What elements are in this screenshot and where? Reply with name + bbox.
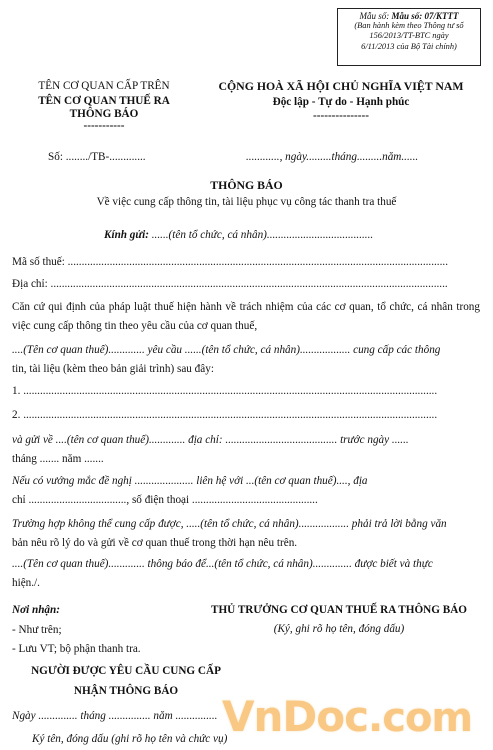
signer-title: THỦ TRƯỞNG CƠ QUAN THUẾ RA THÔNG BÁO [210,604,467,616]
request-line-2: tin, tài liệu (kèm theo bản giải trình) sau đây: [12,363,214,375]
watermark-suffix: .com [368,695,473,741]
refusal-line-2: bản nêu rõ lý do và gửi về cơ quan thuế trong thời hạn nêu trên. [12,537,298,549]
tax-agency-line-1: TÊN CƠ QUAN THUẾ RA [38,95,170,107]
closing-line-1: ....(Tên cơ quan thuế)............. thông báo để...(tên tổ chức, cá nhân).............. được biết và thực [12,558,433,570]
signer-note: (Ký, ghi rõ họ tên, đóng dấu) [273,623,405,635]
receiver-sign-note: Ký tên, đóng dấu (ghi rõ họ tên và chức vụ) [32,733,228,745]
form-note-line-3: 6/11/2013 của Bộ Tài chính) [361,41,457,51]
document-subject: Về việc cung cấp thông tin, tài liệu phục vụ công tác thanh tra thuế [96,196,397,208]
recipient-item-1: - Như trên; [12,624,62,636]
address-field: Địa chỉ: .............................................................................................................................................. [12,278,448,290]
form-code-text: Mẫu số: 07/KTTT [391,11,459,21]
recipients-label: Nơi nhận: [12,604,60,616]
tax-code-field: Mã số thuế: ........................................................................................................................................ [12,256,448,268]
submit-line-1: và gửi về ....(tên cơ quan thuế)............. địa chỉ: ........................................ trước ngày ...... [12,434,409,446]
submit-line-2: tháng ....... năm ....... [12,453,104,465]
receiver-title-line-1: NGƯỜI ĐƯỢC YÊU CẦU CUNG CẤP [31,665,221,677]
nation-name: CỘNG HOÀ XÃ HỘI CHỦ NGHĨA VIỆT NAM [218,79,464,93]
document-number: Số: ......../TB-............. [48,151,146,163]
closing-line-2: hiện./. [12,577,40,589]
recipient-item-2: - Lưu VT; bộ phận thanh tra. [12,643,141,655]
place-date: ............, ngày.........tháng.........năm...... [246,151,419,163]
request-item-2: 2. .................................................................................................................................................... [12,409,438,421]
tax-agency-line-2: THÔNG BÁO [69,108,139,120]
greeting-recipient: ......(tên tổ chức, cá nhân)...................................... [148,229,374,241]
form-note-line-2: 156/2013/TT-BTC ngày [369,31,449,41]
watermark-text: VnDoc [222,692,369,741]
left-header-rule: ----------- [83,120,125,132]
request-item-1: 1. .................................................................................................................................................... [12,385,438,397]
contact-line-2: chỉ ..................................., số điện thoại ............................................. [12,494,318,506]
greeting-line [104,228,373,242]
vndoc-watermark-logo [222,692,484,742]
form-note-line-1: (Ban hành kèm theo Thông tư số [354,21,464,31]
form-number-box [337,8,481,66]
document-title: THÔNG BÁO [210,178,283,192]
national-motto: Độc lập - Tự do - Hạnh phúc [272,96,410,108]
greeting-label: Kính gửi: [104,229,149,241]
right-header-rule: --------------- [313,110,369,122]
legal-basis-paragraph: Căn cứ qui định của pháp luật thuế hiện hành về trách nhiệm của các cơ quan, tổ chức, cá nhân trong việc cung cấp thông tin theo yêu cầu của cơ quan thuế, [12,301,480,332]
request-line-1: ....(Tên cơ quan thuế)............. yêu cầu ......(tên tổ chức, cá nhân).................. cung cấp các thông [12,344,441,356]
refusal-line-1: Trường hợp không thể cung cấp được, .....(tên tổ chức, cá nhân).................. phải trả lời bằng văn [12,518,447,530]
receiver-title-line-2: NHẬN THÔNG BÁO [73,685,179,697]
superior-agency: TÊN CƠ QUAN CẤP TRÊN [38,80,170,92]
receiver-date: Ngày .............. tháng ............... năm ............... [12,710,218,722]
contact-line-1: Nếu có vướng mắc đề nghị ..................... liên hệ với ...(tên cơ quan thuế)...., địa [12,475,368,487]
form-code: Mẫu số: Mẫu số: 07/KTTT [359,11,459,21]
